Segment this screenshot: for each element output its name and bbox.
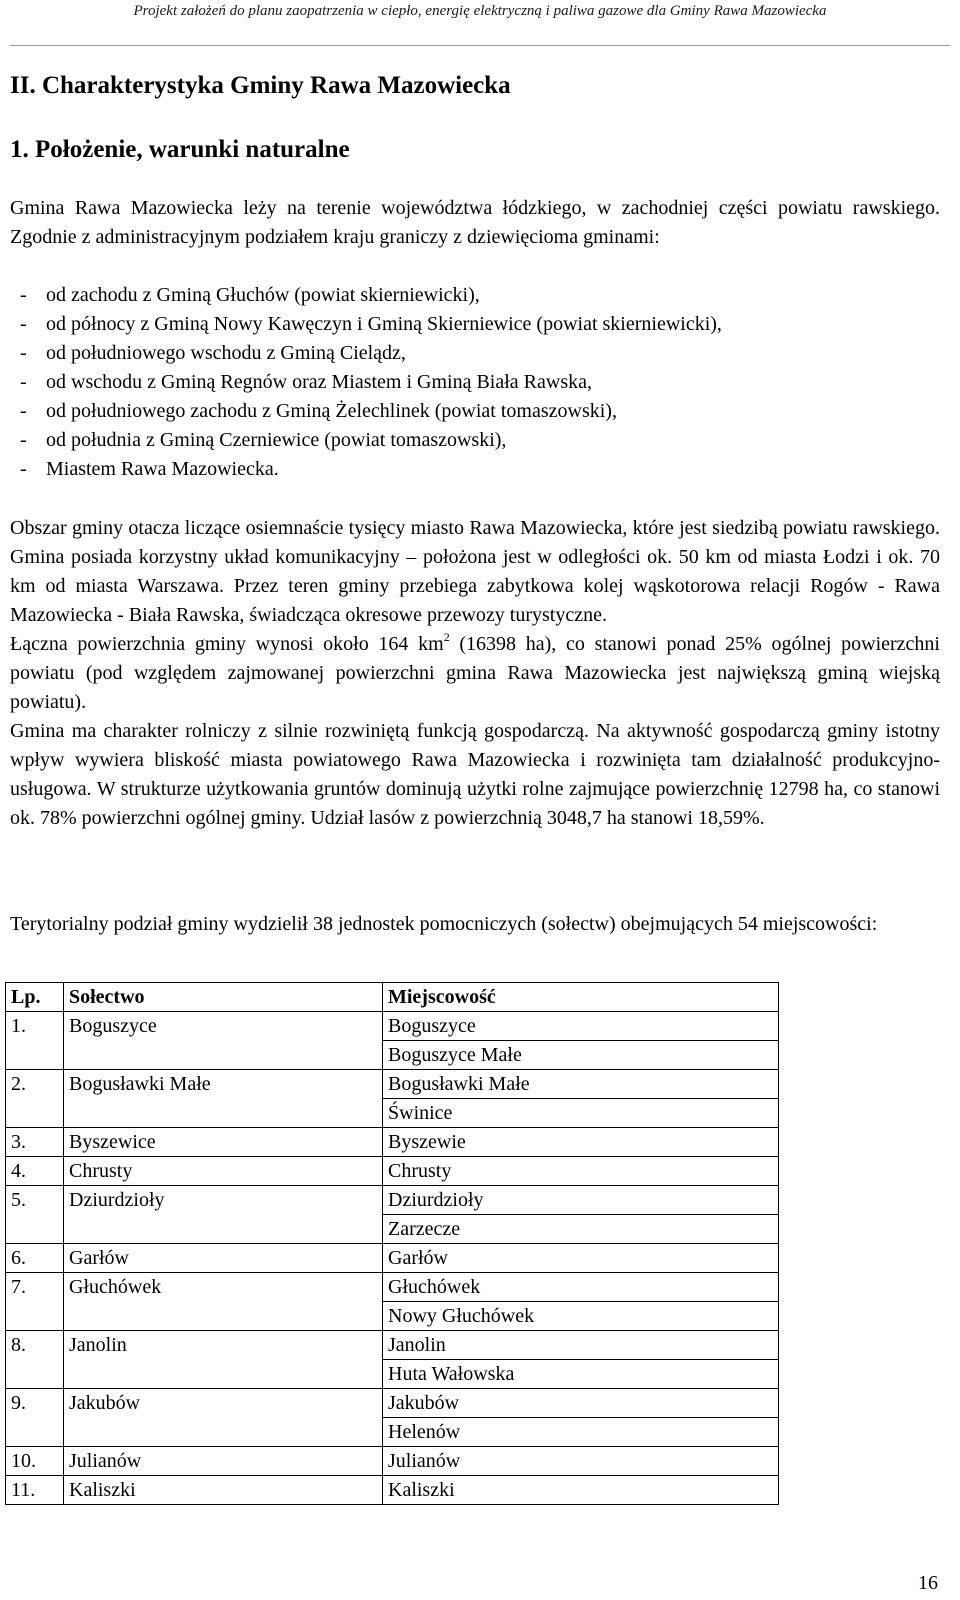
list-dash: - (20, 284, 27, 306)
cell-lp: 3. (6, 1128, 64, 1157)
intro-paragraph: Gmina Rawa Mazowiecka leży na terenie województwa łódzkiego, w zachodniej części powiatu rawskiego. Zgodnie z administracyjnym podziałem kraju graniczy z dziewięcioma gminami: (10, 197, 940, 248)
header-text: Projekt założeń do planu zaopatrzenia w ciepło, energię elektryczną i paliwa gazowe dla Gminy Rawa Mazowiecka (133, 3, 827, 19)
list-item (10, 339, 940, 368)
list-item-text: od południa z Gminą Czerniewice (powiat tomaszowski), (46, 429, 507, 451)
list-item-text: od zachodu z Gminą Głuchów (powiat skierniewicki), (46, 284, 480, 306)
surface-text-a: Łączna powierzchnia gminy wynosi około 164 km (10, 633, 444, 655)
cell-miejscowosc: Jakubów (383, 1389, 779, 1418)
list-dash: - (20, 313, 27, 335)
header-divider (10, 45, 950, 46)
list-item (10, 426, 940, 455)
list-dash: - (20, 400, 27, 422)
cell-miejscowosc: Dziurdzioły (383, 1186, 779, 1215)
cell-solectwo (64, 1215, 383, 1244)
page-header (0, 0, 960, 46)
cell-solectwo: Garłów (64, 1244, 383, 1273)
cell-solectwo: Kaliszki (64, 1476, 383, 1505)
table-row (6, 1099, 779, 1128)
cell-solectwo (64, 1418, 383, 1447)
column-header-solectwo: Sołectwo (64, 983, 383, 1012)
cell-miejscowosc: Garłów (383, 1244, 779, 1273)
cell-lp (6, 1099, 64, 1128)
list-item (10, 397, 940, 426)
table-row (6, 1244, 779, 1273)
table-body (6, 1012, 779, 1505)
table-row (6, 1041, 779, 1070)
table-row (6, 1012, 779, 1041)
list-item (10, 455, 940, 484)
table-row (6, 1273, 779, 1302)
table-row (6, 1157, 779, 1186)
list-item-text: Miastem Rawa Mazowiecka. (46, 458, 279, 480)
cell-solectwo: Boguszyce (64, 1012, 383, 1041)
list-item-text: od południowego wschodu z Gminą Cielądz, (46, 342, 406, 364)
table-row (6, 1302, 779, 1331)
cell-solectwo: Głuchówek (64, 1273, 383, 1302)
column-header-lp: Lp. (6, 983, 64, 1012)
cell-solectwo (64, 1099, 383, 1128)
cell-solectwo: Julianów (64, 1447, 383, 1476)
cell-miejscowosc: Świnice (383, 1099, 779, 1128)
cell-lp: 9. (6, 1389, 64, 1418)
list-item-text: od południowego zachodu z Gminą Żelechlinek (powiat tomaszowski), (46, 400, 617, 422)
cell-lp: 4. (6, 1157, 64, 1186)
cell-lp: 10. (6, 1447, 64, 1476)
cell-lp: 1. (6, 1012, 64, 1041)
table-header-row (6, 983, 779, 1012)
cell-miejscowosc: Kaliszki (383, 1476, 779, 1505)
borders-list (10, 281, 940, 484)
cell-lp (6, 1302, 64, 1331)
chapter-heading: II. Charakterystyka Gminy Rawa Mazowiecka (10, 72, 511, 99)
cell-miejscowosc: Helenów (383, 1418, 779, 1447)
cell-lp: 6. (6, 1244, 64, 1273)
surface-text-b: (16398 ha), co stanowi ponad 25% ogólnej powierzchni powiatu (pod względem zajmowanej powierzchni gmina Rawa Mazowiecka jest największą gminą wiejską powiatu). (10, 633, 940, 713)
section-heading: 1. Położenie, warunki naturalne (10, 136, 350, 163)
list-item-text: od północy z Gminą Nowy Kawęczyn i Gminą Skierniewice (powiat skierniewicki), (46, 313, 722, 335)
cell-miejscowosc: Boguszyce (383, 1012, 779, 1041)
list-item (10, 368, 940, 397)
cell-lp: 2. (6, 1070, 64, 1099)
table-row (6, 1128, 779, 1157)
table-row (6, 1418, 779, 1447)
table-row (6, 1215, 779, 1244)
cell-solectwo: Jakubów (64, 1389, 383, 1418)
list-item (10, 310, 940, 339)
list-item-text: od wschodu z Gminą Regnów oraz Miastem i Gminą Biała Rawska, (46, 371, 592, 393)
cell-solectwo: Dziurdzioły (64, 1186, 383, 1215)
solectwa-table (5, 982, 779, 1505)
table-row (6, 1331, 779, 1360)
cell-miejscowosc: Janolin (383, 1331, 779, 1360)
area-paragraph (10, 514, 940, 833)
cell-miejscowosc: Zarzecze (383, 1215, 779, 1244)
cell-miejscowosc: Bogusławki Małe (383, 1070, 779, 1099)
list-dash: - (20, 458, 27, 480)
list-dash: - (20, 371, 27, 393)
cell-solectwo: Byszewice (64, 1128, 383, 1157)
cell-miejscowosc: Głuchówek (383, 1273, 779, 1302)
cell-miejscowosc: Boguszyce Małe (383, 1041, 779, 1070)
economy-text: Gmina ma charakter rolniczy z silnie rozwiniętą funkcją gospodarczą. Na aktywność gospodarczą gminy istotny wpływ wywiera bliskość miasta powiatowego Rawa Mazowiecka i rozwinięta tam działalność produkcyjno-usługowa. W strukturze użytkowania gruntów dominują użytki rolne zajmujące powierzchnię 12798 ha, co stanowi ok. 78% powierzchni ogólnej gminy. Udział lasów z powierzchnią 3048,7 ha stanowi 18,59%. (10, 720, 940, 829)
division-paragraph: Terytorialny podział gminy wydzielił 38 jednostek pomocniczych (sołectw) obejmujących 54 miejscowości: (10, 913, 878, 935)
cell-lp: 7. (6, 1273, 64, 1302)
cell-lp: 8. (6, 1331, 64, 1360)
list-dash: - (20, 342, 27, 364)
cell-solectwo (64, 1360, 383, 1389)
cell-lp: 5. (6, 1186, 64, 1215)
superscript: 2 (443, 630, 450, 644)
cell-miejscowosc: Byszewie (383, 1128, 779, 1157)
table-row (6, 1070, 779, 1099)
cell-solectwo: Chrusty (64, 1157, 383, 1186)
cell-lp (6, 1215, 64, 1244)
cell-solectwo (64, 1302, 383, 1331)
surface-text (10, 630, 940, 717)
cell-miejscowosc: Julianów (383, 1447, 779, 1476)
cell-solectwo: Bogusławki Małe (64, 1070, 383, 1099)
cell-miejscowosc: Nowy Głuchówek (383, 1302, 779, 1331)
table-row (6, 1389, 779, 1418)
cell-miejscowosc: Chrusty (383, 1157, 779, 1186)
cell-miejscowosc: Huta Wałowska (383, 1360, 779, 1389)
table-row (6, 1360, 779, 1389)
cell-lp (6, 1041, 64, 1070)
table-row (6, 1447, 779, 1476)
location-text: Obszar gminy otacza liczące osiemnaście tysięcy miasto Rawa Mazowiecka, które jest siedzibą powiatu rawskiego. Gmina posiada korzystny układ komunikacyjny – położona jest w odległości ok. 50 km od miasta Łodzi i ok. 70 km od miasta Warszawa. Przez teren gminy przebiega zabytkowa kolej wąskotorowa relacji Rogów - Rawa Mazowiecka - Biała Rawska, świadcząca okresowe przewozy turystyczne. (10, 517, 940, 626)
list-dash: - (20, 429, 27, 451)
column-header-miejscowosc: Miejscowość (383, 983, 779, 1012)
cell-solectwo (64, 1041, 383, 1070)
cell-solectwo: Janolin (64, 1331, 383, 1360)
page-number: 16 (918, 1572, 938, 1594)
list-item (10, 281, 940, 310)
table-row (6, 1186, 779, 1215)
cell-lp (6, 1360, 64, 1389)
table-row (6, 1476, 779, 1505)
cell-lp: 11. (6, 1476, 64, 1505)
cell-lp (6, 1418, 64, 1447)
